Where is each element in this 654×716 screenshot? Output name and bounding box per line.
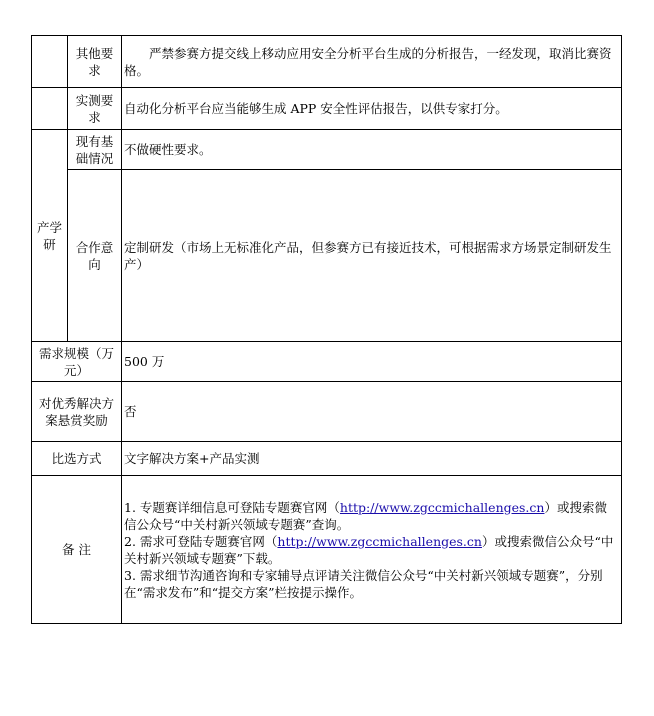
group-cell-blank xyxy=(32,36,68,88)
content-cooperation-intent: 定制研发（市场上无标准化产品，但参赛方已有接近技术，可根据需求方场景定制研发生产） xyxy=(122,170,622,342)
content-existing-basis: 不做硬性要求。 xyxy=(122,130,622,170)
label-other-requirements: 其他要求 xyxy=(68,36,122,88)
group-label-industry-academia-research: 产学研 xyxy=(32,130,68,342)
row-cooperation-intent xyxy=(32,170,622,342)
official-site-link[interactable]: http://www.zgccmichallenges.cn xyxy=(339,499,545,515)
content-notes xyxy=(122,476,622,624)
group-cell-blank xyxy=(32,88,68,130)
label-existing-basis: 现有基础情况 xyxy=(68,130,122,170)
label-test-requirements: 实测要求 xyxy=(68,88,122,130)
content-selection-method: 文字解决方案+产品实测 xyxy=(122,442,622,476)
label-reward: 对优秀解决方案悬赏奖励 xyxy=(32,382,122,442)
label-demand-scale: 需求规模（万元） xyxy=(32,342,122,382)
row-test-requirements xyxy=(32,88,622,130)
requirements-table xyxy=(31,35,622,624)
official-site-link[interactable]: http://www.zgccmichallenges.cn xyxy=(277,533,482,549)
row-notes xyxy=(32,476,622,624)
label-notes: 备 注 xyxy=(32,476,122,624)
note-3: 3. 需求细节沟通咨询和专家辅导点评请关注微信公众号“中关村新兴领域专题赛”，分别在“需求发布”和“提交方案”栏按提示操作。 xyxy=(124,567,603,600)
row-selection-method xyxy=(32,442,622,476)
content-test-requirements: 自动化分析平台应当能够生成 APP 安全性评估报告，以供专家打分。 xyxy=(122,88,622,130)
row-other-requirements xyxy=(32,36,622,88)
note-2: 2. 需求可登陆专题赛官网（http://www.zgccmichallenges.cn）或搜索微信公众号“中关村新兴领域专题赛”下载。 xyxy=(124,533,614,566)
row-reward xyxy=(32,382,622,442)
label-selection-method: 比选方式 xyxy=(32,442,122,476)
content-demand-scale: 500 万 xyxy=(122,342,622,382)
content-other-requirements: 严禁参赛方提交线上移动应用安全分析平台生成的分析报告，一经发现，取消比赛资格。 xyxy=(122,36,622,88)
note-1: 1. 专题赛详细信息可登陆专题赛官网（http://www.zgccmichallenges.cn）或搜索微信公众号“中关村新兴领域专题赛”查询。 xyxy=(124,499,607,532)
row-demand-scale xyxy=(32,342,622,382)
label-cooperation-intent: 合作意向 xyxy=(68,170,122,342)
content-reward: 否 xyxy=(122,382,622,442)
row-existing-basis xyxy=(32,130,622,170)
